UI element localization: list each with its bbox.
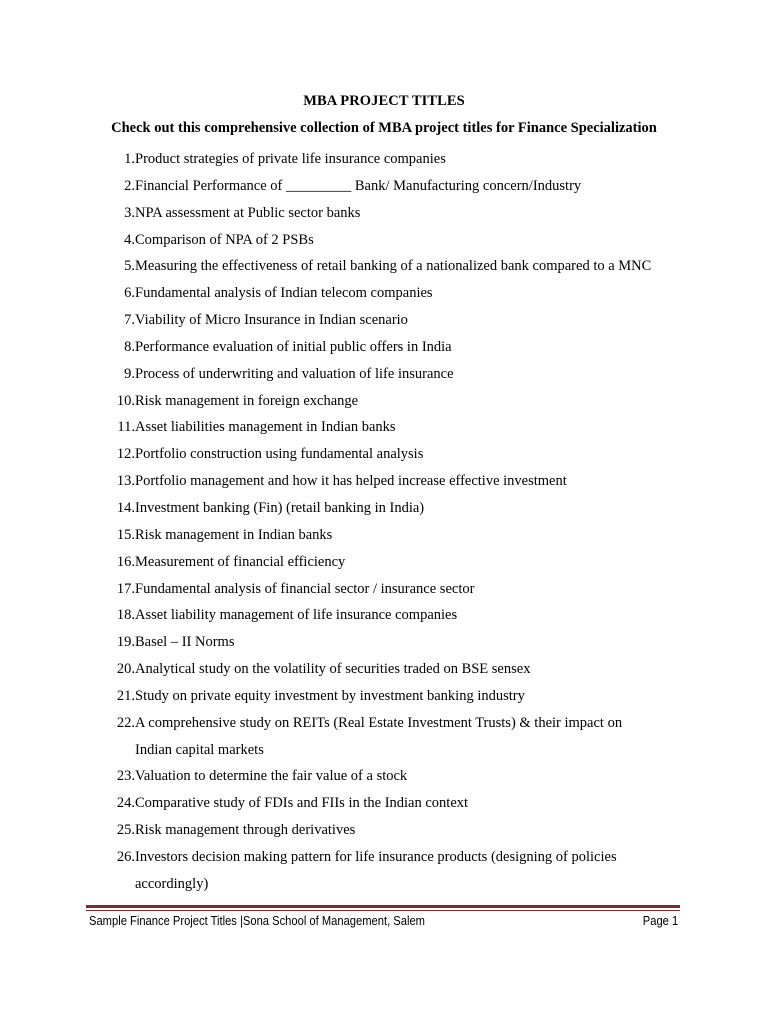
list-item-number: 24. [116, 795, 135, 812]
list-item [100, 576, 700, 603]
list-item-number: 14. [116, 499, 135, 516]
list-item [100, 173, 700, 200]
list-item-number: 18. [116, 607, 135, 624]
list-item-text: Risk management in Indian banks [135, 526, 333, 543]
list-item-text: Measuring the effectiveness of retail banking of a nationalized bank compared to a MNC [135, 258, 652, 275]
list-item-number: 4. [124, 231, 135, 248]
list-item-number: 17. [116, 580, 135, 597]
list-item-text: Comparison of NPA of 2 PSBs [135, 231, 314, 248]
list-item [100, 441, 700, 468]
list-item-number: 16. [116, 553, 135, 570]
list-item-text: Asset liability management of life insurance companies [135, 607, 458, 624]
list-item [100, 629, 700, 656]
list-item-text: Process of underwriting and valuation of life insurance [135, 365, 454, 382]
list-item-number: 25. [116, 822, 135, 839]
list-item-text: Comparative study of FDIs and FIIs in the Indian context [135, 795, 469, 812]
list-item [100, 763, 700, 790]
list-item-number: 12. [116, 446, 135, 463]
footer-rule-thick [86, 905, 680, 908]
list-item-text: Valuation to determine the fair value of a stock [135, 768, 408, 785]
footer-rule-thin [86, 910, 680, 911]
list-item-text: Fundamental analysis of financial sector / insurance sector [135, 580, 475, 597]
list-item-text: Viability of Micro Insurance in Indian scenario [135, 312, 408, 329]
list-item-text: Fundamental analysis of Indian telecom companies [135, 285, 433, 302]
list-item [100, 146, 700, 173]
list-item-text: Investment banking (Fin) (retail banking in India) [135, 499, 425, 516]
list-item [100, 844, 700, 898]
list-item [100, 227, 700, 254]
list-item [100, 280, 700, 307]
list-item-text: Financial Performance of _________ Bank/ Manufacturing concern/Industry [135, 177, 582, 194]
list-item-text: Risk management through derivatives [135, 822, 356, 839]
list-item-number: 15. [116, 526, 135, 543]
footer-left-text: Sample Finance Project Titles |Sona School of Management, Salem [89, 913, 426, 928]
list-item-text: Performance evaluation of initial public offers in India [135, 338, 452, 355]
list-item-number: 19. [116, 634, 135, 651]
project-title-list [100, 146, 700, 898]
list-item-text: Portfolio construction using fundamental analysis [135, 446, 424, 463]
list-item [100, 790, 700, 817]
list-item-number: 1. [124, 151, 135, 167]
list-item [100, 307, 700, 334]
list-item-number: 5. [124, 258, 135, 275]
list-item-number: 20. [116, 661, 135, 678]
list-item-text: Product strategies of private life insurance companies [135, 151, 446, 167]
page-subtitle: Check out this comprehensive collection of MBA project titles for Finance Specialization [111, 120, 657, 136]
list-item-text: Asset liabilities management in Indian banks [135, 419, 396, 436]
list-item-text: Portfolio management and how it has helped increase effective investment [135, 473, 567, 490]
list-item-number: 11. [117, 419, 135, 436]
list-item [100, 468, 700, 495]
list-item [100, 253, 700, 280]
list-item-text: Measurement of financial efficiency [135, 553, 346, 570]
list-item-number: 2. [124, 177, 135, 194]
list-item [100, 549, 700, 576]
list-item [100, 817, 700, 844]
list-item [100, 334, 700, 361]
list-item-text: Study on private equity investment by investment banking industry [135, 687, 525, 704]
list-item [100, 602, 700, 629]
footer-page-number: Page 1 [642, 913, 678, 928]
list-item-text: Investors decision making pattern for life insurance products (designing of policies accordingly) [135, 848, 617, 892]
list-item-number: 21. [116, 687, 135, 704]
list-item-number: 26. [116, 848, 135, 865]
list-item [100, 200, 700, 227]
list-item [100, 656, 700, 683]
page-title: MBA PROJECT TITLES [303, 93, 465, 109]
list-item-number: 23. [116, 768, 135, 785]
list-item-text: NPA assessment at Public sector banks [135, 204, 361, 221]
list-item-number: 7. [124, 312, 135, 329]
list-item-number: 9. [124, 365, 135, 382]
list-item [100, 388, 700, 415]
list-item-text: Basel – II Norms [135, 634, 235, 651]
list-item-number: 22. [116, 714, 135, 731]
list-item [100, 414, 700, 441]
list-item-number: 6. [124, 285, 135, 302]
list-item-text: Risk management in foreign exchange [135, 392, 359, 409]
list-item-number: 8. [124, 338, 135, 355]
list-item-text: Analytical study on the volatility of securities traded on BSE sensex [135, 661, 531, 678]
list-item-number: 10. [116, 392, 135, 409]
list-item [100, 683, 700, 710]
list-item-text: A comprehensive study on REITs (Real Estate Investment Trusts) & their impact on Indian capital markets [135, 714, 623, 758]
list-item-number: 13. [116, 473, 135, 490]
list-item [100, 495, 700, 522]
list-item [100, 361, 700, 388]
list-item-number: 3. [124, 204, 135, 221]
list-item [100, 522, 700, 549]
list-item [100, 710, 700, 764]
